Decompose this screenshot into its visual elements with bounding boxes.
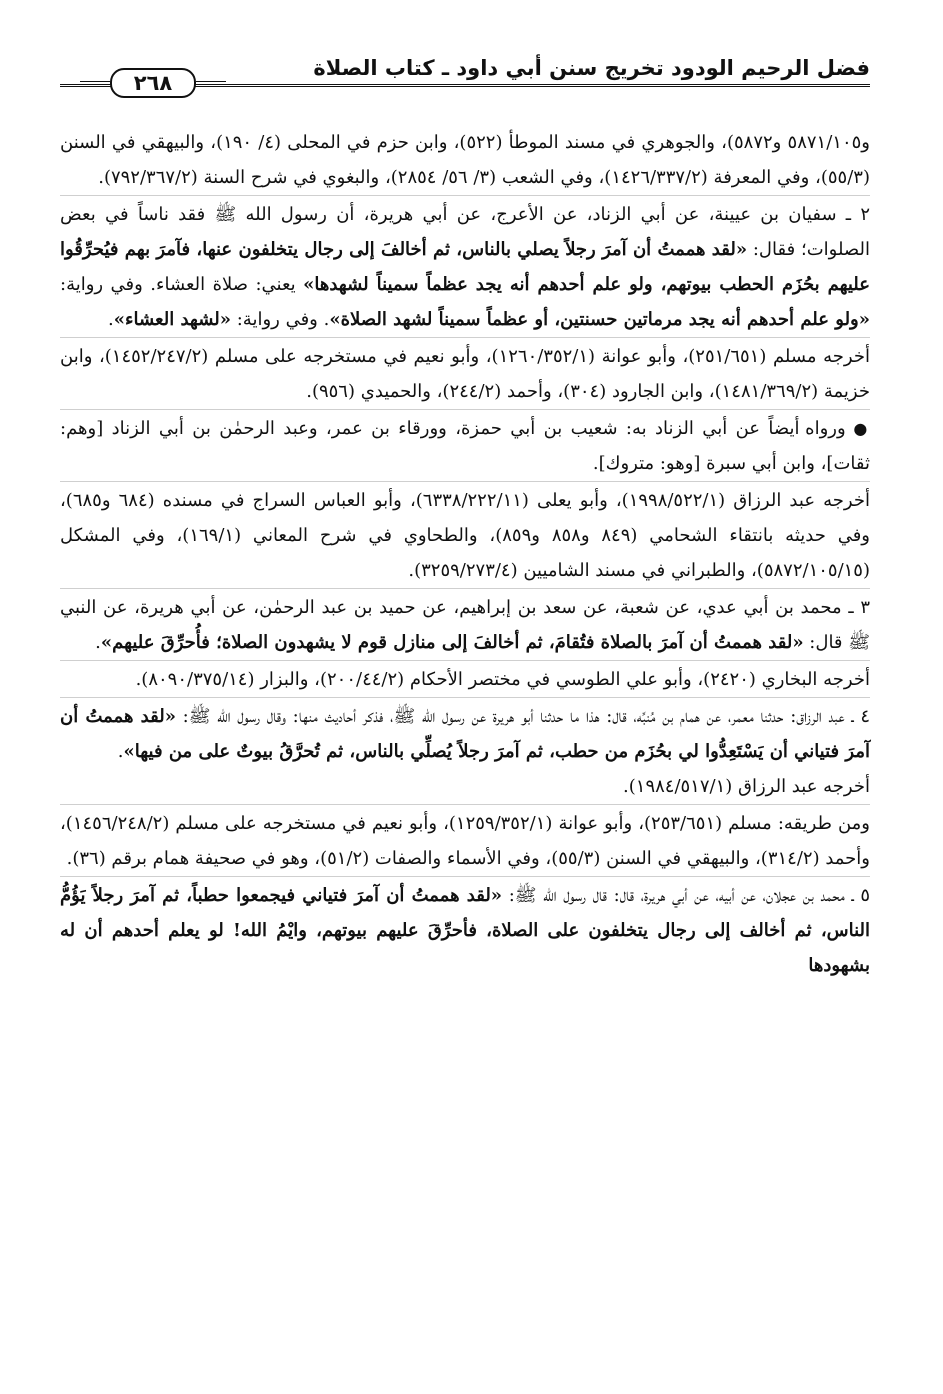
text-run: . xyxy=(108,309,114,330)
text-run: . xyxy=(95,632,101,653)
page-header xyxy=(60,40,870,95)
paragraph xyxy=(60,125,870,195)
text-run: ٤ ـ عبد الرزاق: حدثنا معمر، عن همام بن مُنبِّه، قال: هذا ما حدثنا أبو هريرة عن رسول الله ﷺ، فذكر أحاديث منها: وقال رسول الله ﷺ: xyxy=(175,706,871,727)
text-run: أخرجه عبد الرزاق (١٩٨٤/٥١٧/١). xyxy=(623,776,870,797)
hadith-text: «لقد هممتُ أن آمرَ بالصلاة فتُقامَ، ثم أخالفَ إلى منازل قوم لا يشهدون الصلاة؛ فأُحرِّقَ عليهم» xyxy=(100,632,804,653)
text-run: يعني: صلاة العشاء. وفي رواية: xyxy=(60,274,304,295)
text-run: ٢ ـ سفيان بن عيينة، عن أبي الزناد، عن الأعرج، عن أبي هريرة، أن رسول الله ﷺ فقد ناساً في بعض الصلوات؛ فقال: xyxy=(60,204,870,260)
text-run: ومن طريقه: مسلم (٢٥٣/٦٥١)، وأبو عوانة (١٢٥٩/٣٥٢/١)، وأبو نعيم في مستخرجه على مسلم (١٤٥٦/٢٤٨/٢)، وأحمد (٣١٤/٢)، والبيهقي في السنن (٥٥/٣)، وفي الأسماء والصفات (٥١/٢)، وهو في صحيفة همام برقم (٣٦). xyxy=(60,813,870,869)
text-run: . xyxy=(117,741,124,762)
paragraph xyxy=(60,804,870,876)
text-run: ورواه أيضاً عن أبي الزناد به: شعيب بن أبي حمزة، وورقاء بن عمر، وعبد الرحمٰن بن أبي الزناد [وهم: ثقات]، وابن أبي سبرة [وهو: متروك]. xyxy=(60,418,870,474)
paragraph xyxy=(60,876,870,983)
hadith-text: «لشهد العشاء» xyxy=(113,309,232,330)
ornament-rule-left xyxy=(80,81,110,85)
text-run: ٥ ـ محمد بن عجلان، عن أبيه، عن أبي هريرة، قال: قال رسول الله ﷺ: xyxy=(502,885,871,906)
text-run: . وفي رواية: xyxy=(231,309,330,330)
paragraph xyxy=(60,769,870,804)
text-run: أخرجه عبد الرزاق (١٩٩٨/٥٢٢/١)، وأبو يعلى (٦٣٣٨/٢٢٢/١١)، وأبو العباس السراج في مسنده (٦٨٤ و٦٨٥)، وفي حديثه بانتقاء الشحامي (٨٤٩ و٨٥٨ و٨٥٩)، والطحاوي في شرح المعاني (١٦٩/١)، وفي المشكل (٥٨٧٢/١٠٥/١٥)، والطبراني في مسند الشاميين (٣٢٥٩/٢٧٣/٤). xyxy=(60,490,870,581)
text-run: ٣ ـ محمد بن أبي عدي، عن شعبة، عن سعد بن إبراهيم، عن حميد بن عبد الرحمٰن، عن أبي هريرة، عن النبي ﷺ قال: xyxy=(60,597,870,653)
page-number: ٢٦٨ xyxy=(110,68,196,98)
paragraph xyxy=(60,409,870,481)
running-title: فضل الرحيم الودود تخريج سنن أبي داود ـ كتاب الصلاة xyxy=(313,56,870,80)
page-number-ornament xyxy=(80,68,226,98)
hadith-text: «لقد هممتُ أن آمرَ فتياني أن يَسْتَعِدُّوا لي بحُزَم من حطب، ثم آمرَ رجلاً يُصلِّي بالناس، ثم تُحرَّقُ بيوتٌ على من فيها» xyxy=(60,706,870,762)
paragraph xyxy=(60,481,870,588)
book-page xyxy=(60,40,870,1380)
paragraph xyxy=(60,660,870,697)
hadith-text: «لقد هممتُ أن آمرَ فتياني فيجمعوا حطباً، ثم آمرَ رجلاً يَؤُمُّ الناس، ثم أخالف إلى رجال يتخلفون على الصلاة، فأحرِّقَ عليهم بيوتهم، وايْمُ الله! لو يعلم أحدهم أن له بشهودها xyxy=(60,885,870,976)
body-text xyxy=(60,125,870,983)
paragraph xyxy=(60,195,870,337)
hadith-text: «ولو علم أحدهم أنه يجد مرماتين حسنتين، أو عظماً سميناً لشهد الصلاة» xyxy=(329,309,870,330)
text-run: و٥٨٧١/١٠٥ و٥٨٧٢)، والجوهري في مسند الموطأ (٥٢٢)، وابن حزم في المحلى (٤/ ١٩٠)، والبيهقي في السنن (٥٥/٣)، وفي المعرفة (١٤٢٦/٣٣٧/٢)، وفي الشعب (٣/ ٥٦/ ٢٨٥٤)، والبغوي في شرح السنة (٧٩٢/٣٦٧/٢). xyxy=(60,132,870,188)
hadith-text: «لقد هممتُ أن آمرَ رجلاً يصلي بالناس، ثم أخالفَ إلى رجال يتخلفون عنها، فآمرَ بهم فيُحرِّقُوا عليهم بحُزَم الحطب بيوتهم، ولو علم أحدهم أنه يجد عظماً سميناً لشهدها» xyxy=(60,239,870,295)
text-run: أخرجه مسلم (٢٥١/٦٥١)، وأبو عوانة (١٢٦٠/٣٥٢/١)، وأبو نعيم في مستخرجه على مسلم (١٤٥٢/٢٤٧/٢)، وابن خزيمة (١٤٨١/٣٦٩/٢)، وابن الجارود (٣٠٤)، وأحمد (٢٤٤/٢)، والحميدي (٩٥٦). xyxy=(60,346,870,402)
ornament-rule-right xyxy=(196,81,226,85)
paragraph xyxy=(60,697,870,769)
paragraph xyxy=(60,337,870,409)
bullet-marker: ● xyxy=(845,419,870,438)
text-run: أخرجه البخاري (٢٤٢٠)، وأبو علي الطوسي في مختصر الأحكام (٢٠٠/٤٤/٢)، والبزار (٨٠٩٠/٣٧٥/١٤). xyxy=(135,669,870,690)
paragraph xyxy=(60,588,870,660)
